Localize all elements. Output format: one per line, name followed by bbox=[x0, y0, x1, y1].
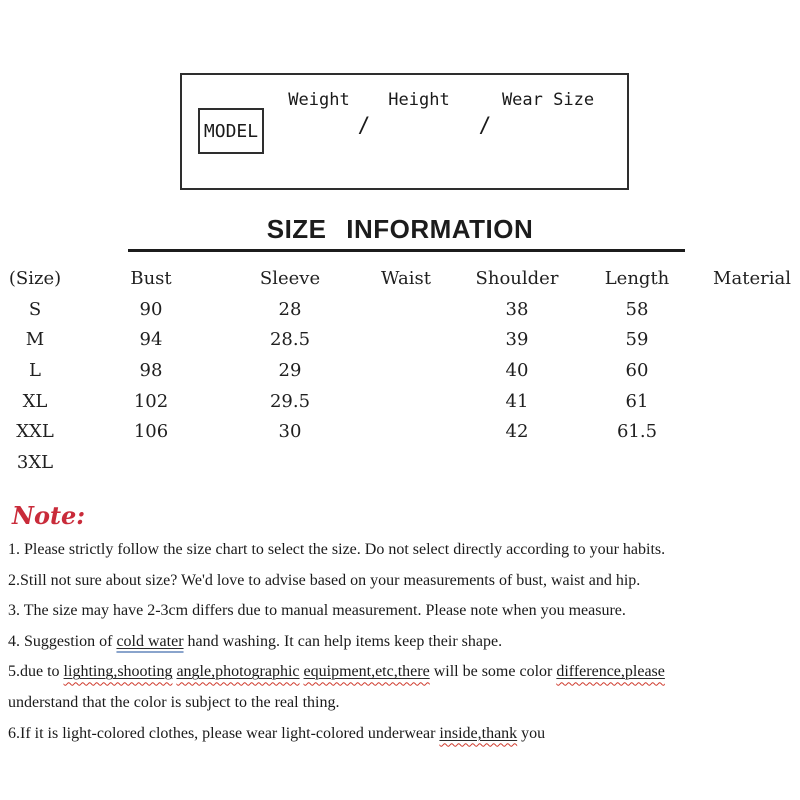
table-cell bbox=[570, 447, 704, 478]
column-header-length: Length bbox=[604, 267, 670, 289]
note-text: hand washing. It can help items keep their shape. bbox=[183, 632, 503, 650]
note-text: 2.Still not sure about size? We'd love to advise based on your measurements of bust, waist and hip. bbox=[8, 571, 641, 589]
note-lines bbox=[8, 535, 796, 749]
table-cell: 3XL bbox=[16, 451, 54, 473]
model-weight-value: / bbox=[357, 113, 371, 137]
table-cell: 30 bbox=[278, 421, 302, 443]
model-label: MODEL bbox=[203, 120, 259, 142]
model-info-box bbox=[180, 73, 629, 190]
table-cell: 42 bbox=[505, 421, 529, 443]
table-cell bbox=[704, 416, 800, 447]
table-cell: 39 bbox=[505, 329, 529, 351]
note-line-1 bbox=[8, 535, 796, 566]
table-cell: 60 bbox=[625, 359, 649, 381]
table-cell: 58 bbox=[625, 298, 649, 320]
size-table bbox=[0, 263, 800, 478]
model-header-wear-size: Wear Size bbox=[501, 90, 595, 110]
note-text: 5.due to bbox=[8, 663, 64, 681]
note-heading: Note: bbox=[12, 501, 86, 530]
table-cell bbox=[232, 447, 348, 478]
note-text: understand that the color is subject to the real thing. bbox=[8, 693, 340, 711]
size-row-l bbox=[0, 355, 800, 386]
note-line-7 bbox=[8, 719, 796, 750]
column-header-bust: Bust bbox=[130, 267, 172, 289]
size-table-body bbox=[0, 294, 800, 478]
model-header-height: Height bbox=[388, 90, 450, 110]
note-text-red-underline bbox=[556, 663, 665, 680]
note-text: lighting,shooting bbox=[63, 663, 173, 681]
note-text: you bbox=[517, 724, 546, 742]
note-text: cold water bbox=[116, 632, 184, 650]
note-line-3 bbox=[8, 596, 796, 627]
note-text: 1. Please strictly follow the size chart to select the size. Do not select directly according to your habits. bbox=[8, 541, 666, 558]
note-line-2 bbox=[8, 566, 796, 597]
note-text: inside,thank bbox=[439, 724, 518, 742]
note-text: equipment,etc,there bbox=[303, 663, 430, 681]
table-cell bbox=[348, 294, 464, 325]
size-row-m bbox=[0, 324, 800, 355]
title-underline bbox=[128, 249, 685, 252]
table-cell: 59 bbox=[625, 329, 649, 351]
note-text: will be some color bbox=[429, 663, 557, 681]
table-cell bbox=[704, 386, 800, 417]
size-row-xl bbox=[0, 386, 800, 417]
note-text-blue-underline bbox=[116, 633, 183, 650]
table-cell: XXL bbox=[16, 421, 54, 443]
table-cell: 40 bbox=[505, 359, 529, 381]
model-label-box bbox=[198, 108, 264, 154]
note-text: 3. The size may have 2-3cm differs due to manual measurement. Please note when you measure. bbox=[8, 602, 626, 620]
note-line-4 bbox=[8, 627, 796, 658]
table-cell bbox=[704, 294, 800, 325]
note-text-red-underline bbox=[176, 663, 299, 680]
table-cell bbox=[704, 355, 800, 386]
model-header-weight: Weight bbox=[288, 90, 350, 110]
table-cell bbox=[348, 386, 464, 417]
size-row-3xl bbox=[0, 447, 800, 478]
table-cell: 102 bbox=[133, 390, 169, 412]
note-text: difference,please bbox=[556, 663, 665, 681]
table-cell: 98 bbox=[139, 359, 163, 381]
note-text: angle,photographic bbox=[176, 663, 300, 681]
table-cell: 61 bbox=[625, 390, 649, 412]
size-row-xxl bbox=[0, 416, 800, 447]
table-cell: 28.5 bbox=[269, 329, 311, 351]
table-cell bbox=[704, 447, 800, 478]
table-cell bbox=[348, 355, 464, 386]
note-line-6 bbox=[8, 688, 796, 719]
notes-section bbox=[8, 501, 796, 749]
size-row-s bbox=[0, 294, 800, 325]
table-cell bbox=[464, 447, 570, 478]
table-cell bbox=[348, 416, 464, 447]
note-text-red-underline bbox=[64, 663, 173, 680]
table-cell: L bbox=[29, 359, 41, 381]
table-cell bbox=[348, 324, 464, 355]
table-cell: 90 bbox=[139, 298, 163, 320]
note-line-5 bbox=[8, 657, 796, 688]
note-text-red-underline bbox=[304, 663, 430, 680]
table-cell: XL bbox=[22, 390, 48, 412]
table-cell: 94 bbox=[139, 329, 163, 351]
table-cell bbox=[348, 447, 464, 478]
column-header-material: Material bbox=[713, 267, 791, 289]
note-text: 6.If it is light-colored clothes, please wear light-colored underwear bbox=[8, 724, 440, 742]
column-header-waist: Waist bbox=[381, 267, 431, 289]
table-cell: M bbox=[25, 329, 45, 351]
size-table-header-row bbox=[0, 263, 800, 294]
table-cell: 29.5 bbox=[269, 390, 311, 412]
note-text-red-underline bbox=[439, 725, 517, 742]
size-information-title: SIZE INFORMATION bbox=[266, 214, 534, 244]
table-cell: 61.5 bbox=[616, 421, 658, 443]
table-cell: 41 bbox=[505, 390, 529, 412]
table-cell bbox=[704, 324, 800, 355]
table-cell bbox=[70, 447, 232, 478]
column-header-size: (Size) bbox=[8, 267, 62, 289]
model-height-value: / bbox=[478, 113, 492, 137]
column-header-sleeve: Sleeve bbox=[259, 267, 321, 289]
column-header-shoulder: Shoulder bbox=[475, 267, 559, 289]
note-text: 4. Suggestion of bbox=[8, 632, 117, 650]
table-cell: 28 bbox=[278, 298, 302, 320]
table-cell: 29 bbox=[278, 359, 302, 381]
table-cell: S bbox=[28, 298, 42, 320]
table-cell: 106 bbox=[133, 421, 169, 443]
table-cell: 38 bbox=[505, 298, 529, 320]
